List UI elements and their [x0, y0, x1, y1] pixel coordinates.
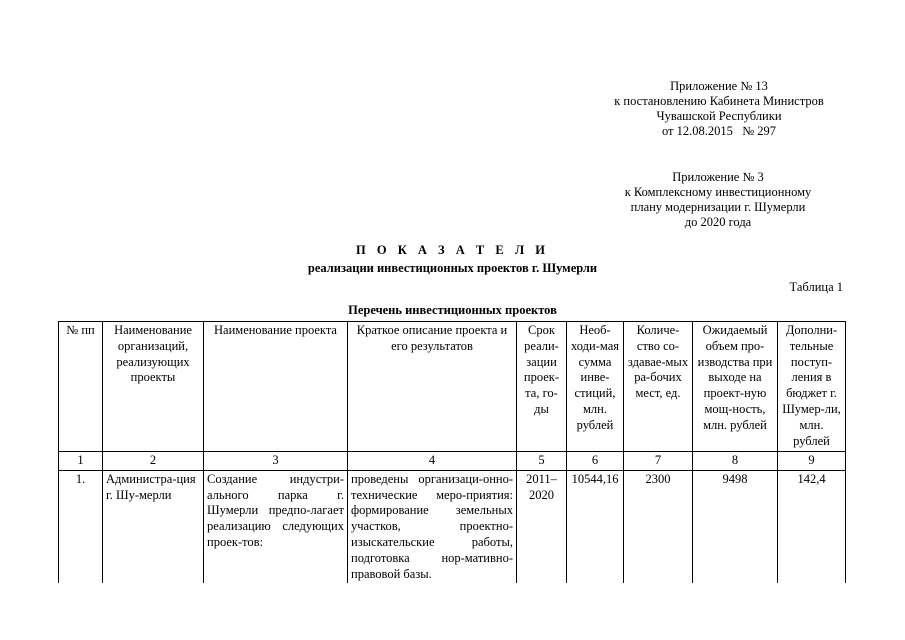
column-number-cell: 2 — [103, 452, 204, 471]
header-cell: Необ-ходи-мая сумма инве-стиций, млн. рублей — [567, 322, 624, 452]
column-number-cell: 7 — [624, 452, 693, 471]
project-name-cell: Создание индустри-ального парка г. Шумерли предпо-лагает реализацию следующих проек-тов: — [204, 470, 348, 583]
appendix-13-line-2: к постановлению Кабинета Министров — [614, 94, 824, 108]
header-cell: Краткое описание проекта и его результатов — [348, 322, 517, 452]
document-title: П О К А З А Т Е Л И — [356, 243, 549, 257]
jobs-cell: 2300 — [624, 470, 693, 583]
header-cell: Наименование организаций, реализующих проекты — [103, 322, 204, 452]
column-number-row — [59, 452, 846, 471]
table-caption: Перечень инвестиционных проектов — [348, 303, 557, 317]
row-number-cell: 1. — [59, 470, 103, 583]
column-number-cell: 6 — [567, 452, 624, 471]
column-number-cell: 8 — [693, 452, 778, 471]
appendix-13-block — [590, 79, 848, 139]
project-description-cell: проведены организаци-онно-технические меро-приятия: формирование земельных участков, проектно-изыскательские работы, подготовка нор-мативно-правовой базы. — [348, 470, 517, 583]
organization-cell: Администра-ция г. Шу-мерли — [103, 470, 204, 583]
header-cell: Дополни-тельные поступ-ления в бюджет г. Шумер-ли, млн. рублей — [778, 322, 846, 452]
column-number-cell: 9 — [778, 452, 846, 471]
header-row — [59, 322, 846, 452]
header-cell: Количе-ство со-здавае-мых ра-бочих мест, ед. — [624, 322, 693, 452]
appendix-13-line-1: Приложение № 13 — [670, 79, 768, 93]
column-number-cell: 5 — [517, 452, 567, 471]
appendix-3-line-2: к Комплексному инвестиционному — [624, 185, 812, 199]
table-number-label: Таблица 1 — [789, 280, 843, 294]
appendix-3-block — [598, 170, 838, 230]
investment-projects-table — [58, 321, 846, 583]
investment-cell: 10544,16 — [567, 470, 624, 583]
header-cell: Ожидаемый объем про-изводства при выходе на проект-ную мощ-ность, млн. рублей — [693, 322, 778, 452]
header-cell: Наименование проекта — [204, 322, 348, 452]
column-number-cell: 1 — [59, 452, 103, 471]
header-cell: № пп — [59, 322, 103, 452]
header-cell: Срок реали-зации проек-та, го-ды — [517, 322, 567, 452]
appendix-3-line-3: плану модернизации г. Шумерли — [630, 200, 806, 214]
period-cell: 2011–2020 — [517, 470, 567, 583]
table-row — [59, 470, 846, 583]
appendix-3-line-1: Приложение № 3 — [672, 170, 764, 184]
appendix-13-line-3: Чувашской Республики — [656, 109, 782, 123]
document-subtitle: реализации инвестиционных проектов г. Шумерли — [307, 261, 598, 275]
column-number-cell: 3 — [204, 452, 348, 471]
budget-cell: 142,4 — [778, 470, 846, 583]
appendix-3-line-4: до 2020 года — [684, 215, 752, 229]
appendix-13-line-4: от 12.08.2015 № 297 — [661, 124, 777, 138]
column-number-cell: 4 — [348, 452, 517, 471]
output-cell: 9498 — [693, 470, 778, 583]
